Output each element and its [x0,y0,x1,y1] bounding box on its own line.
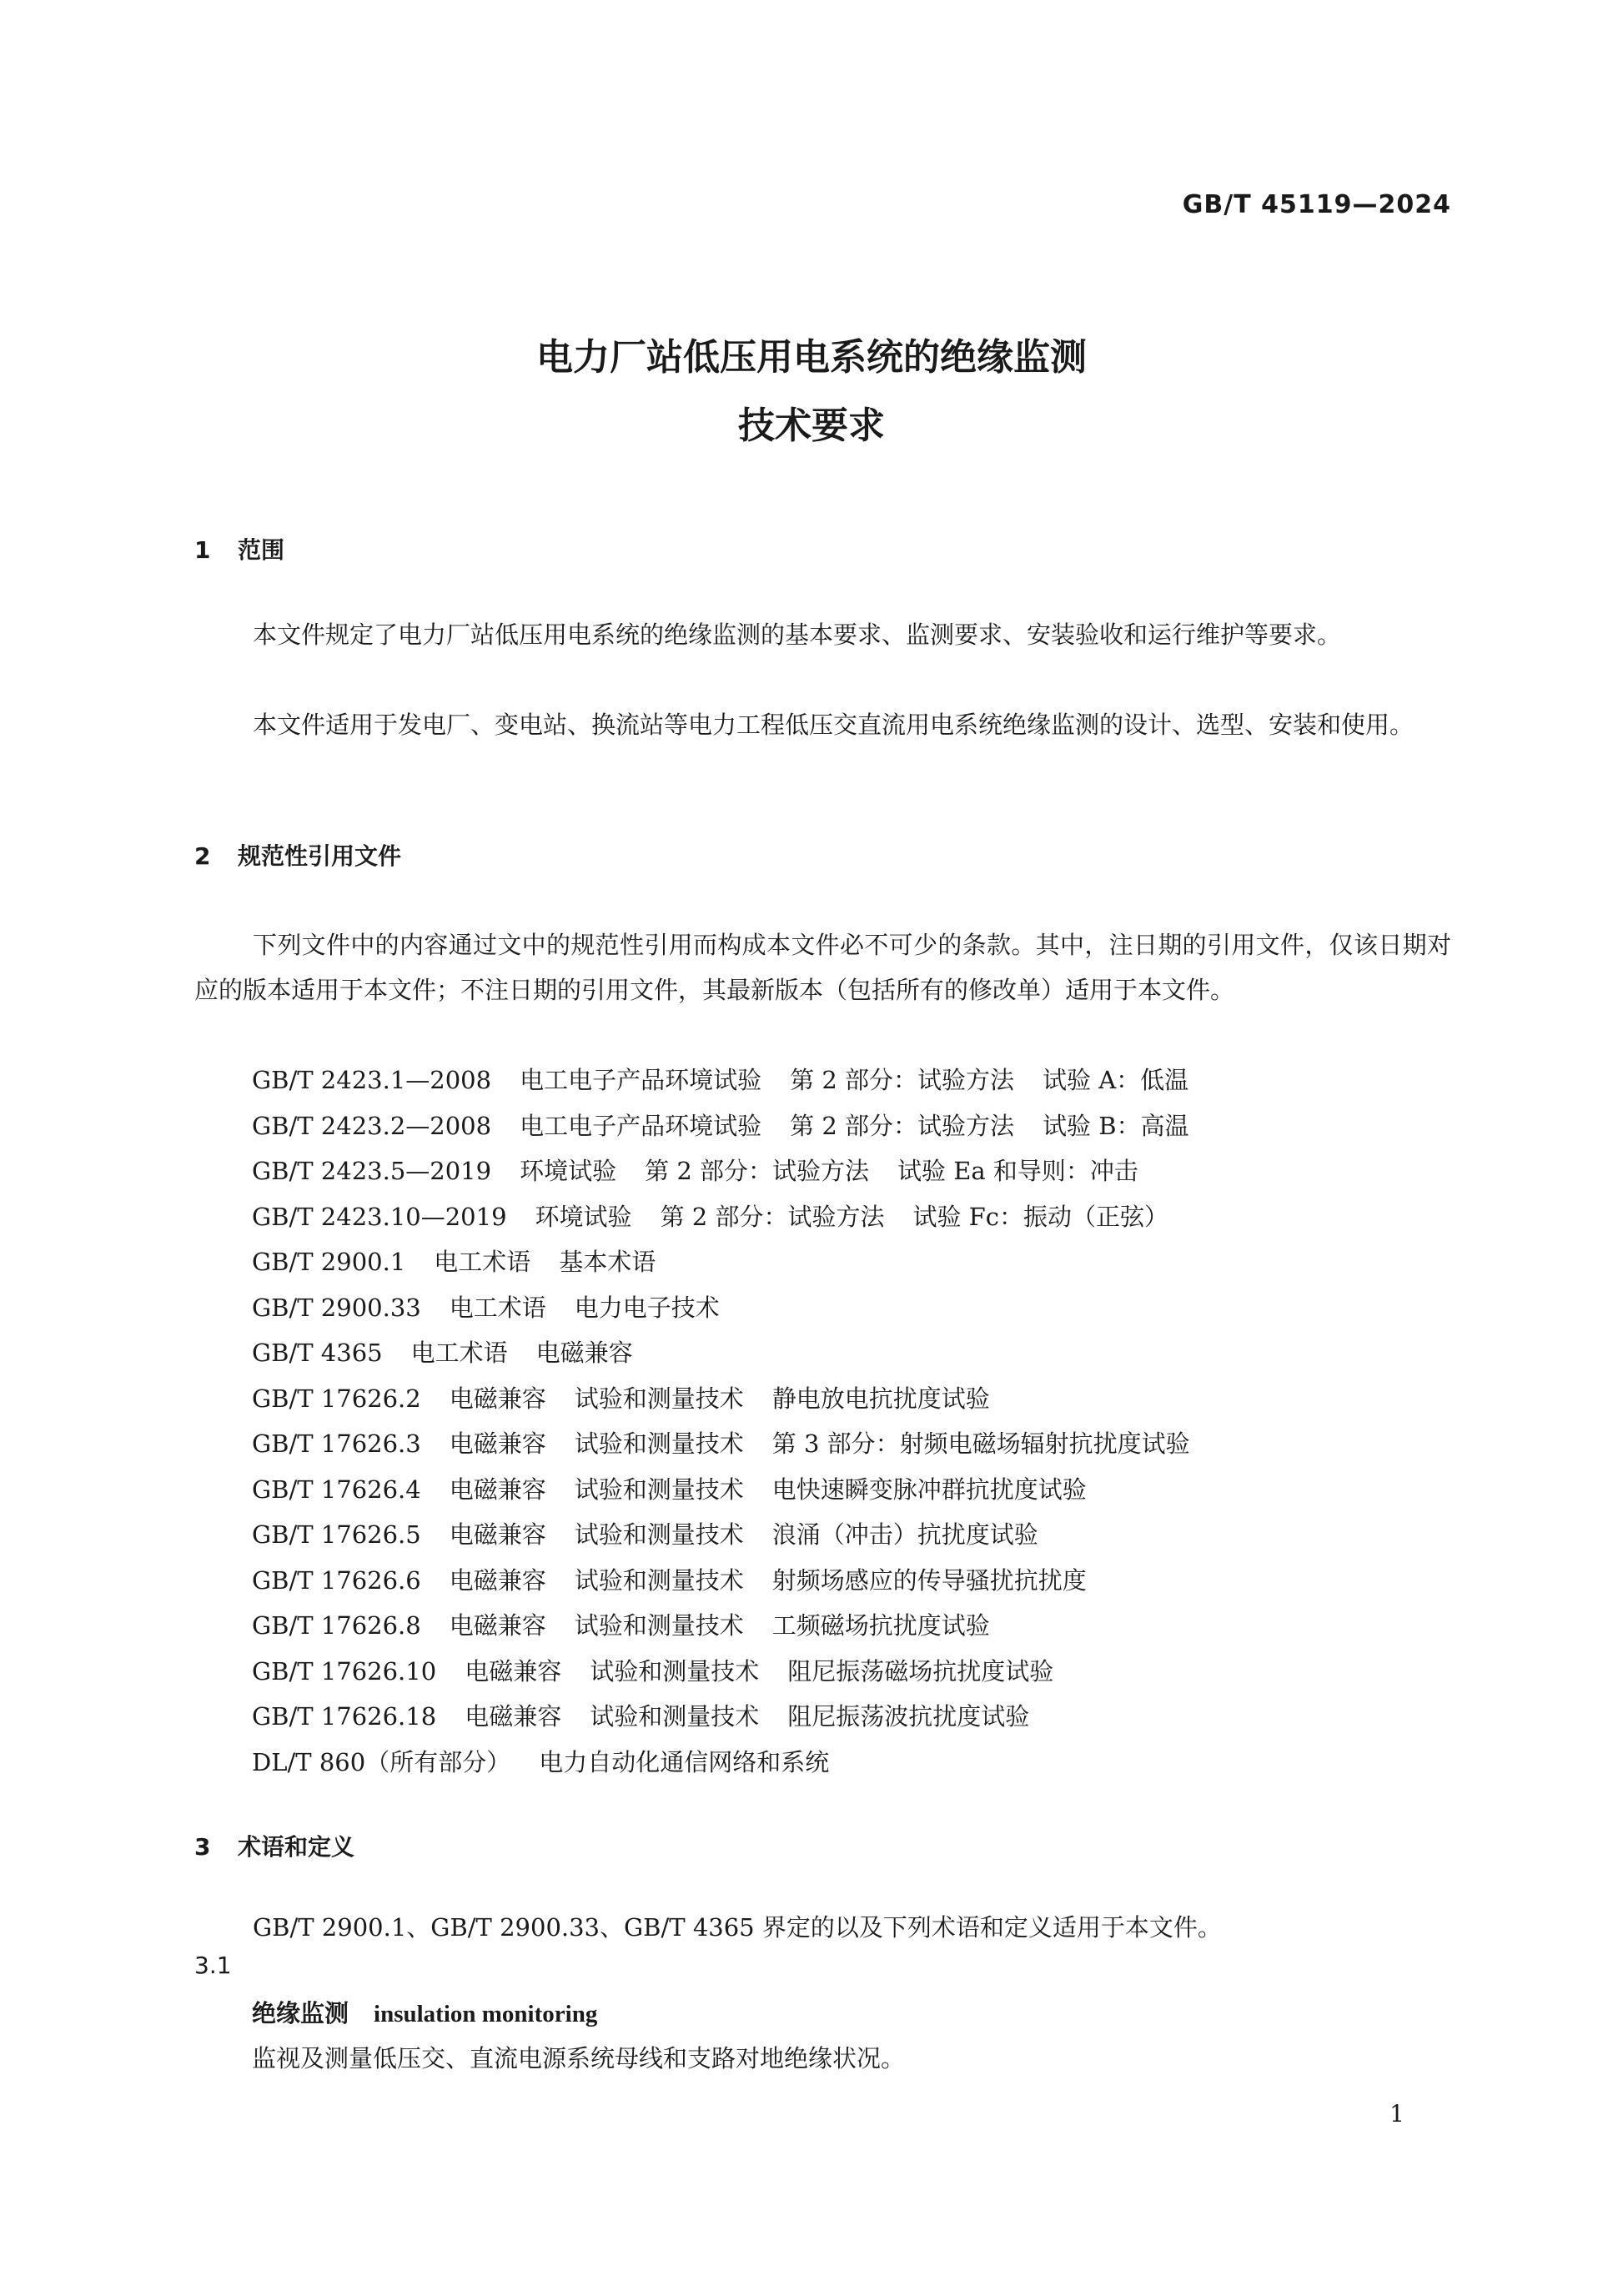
reference-title-part: 试验和测量技术 [574,1429,744,1458]
reference-code: GB/T 4365 [252,1339,383,1367]
scope-paragraph-2: 本文件适用于发电厂、变电站、换流站等电力工程低压交直流用电系统绝缘监测的设计、选型、安装和使用。 [253,711,1414,739]
reference-code: GB/T 2423.5—2019 [252,1157,492,1185]
reference-code: GB/T 2423.10—2019 [252,1202,507,1231]
reference-item [252,1148,1190,1194]
reference-item [252,1285,1190,1331]
section-title: 范围 [238,536,285,564]
term-chinese: 绝缘监测 [252,1999,349,2027]
reference-title-part: 电力自动化通信网络和系统 [539,1747,830,1776]
reference-title-part: 电磁兼容 [535,1339,633,1367]
section-number: 1 [194,536,211,564]
section-number: 3 [194,1833,211,1861]
reference-code: GB/T 17626.3 [252,1429,421,1458]
normative-references-list [252,1058,1190,1785]
reference-title-part: 试验和测量技术 [574,1611,744,1640]
reference-item [252,1058,1190,1103]
reference-title-part: 射频场感应的传导骚扰抗扰度 [771,1565,1087,1595]
reference-code: GB/T 2900.1 [252,1248,406,1276]
reference-title-part: 工频磁场抗扰度试验 [771,1611,990,1640]
term-definition: 监视及测量低压交、直流电源系统母线和支路对地绝缘状况。 [252,2044,906,2072]
reference-title-part: 环境试验 [535,1202,632,1231]
reference-code: GB/T 17626.6 [252,1565,421,1595]
reference-title-part: 基本术语 [559,1248,656,1276]
terms-intro-paragraph: GB/T 2900.1、GB/T 2900.33、GB/T 4365 界定的以及下列术语和定义适用于本文件。 [253,1913,1222,1942]
document-title-line-1: 电力厂站低压用电系统的绝缘监测 [536,336,1087,379]
section-2-heading [194,838,401,872]
reference-title-part: 阻尼振荡磁场抗扰度试验 [787,1656,1054,1686]
reference-title-part: 阻尼振荡波抗扰度试验 [787,1702,1030,1731]
reference-code: DL/T 860（所有部分） [252,1747,511,1776]
reference-title-part: 第 2 部分：试验方法 [790,1111,1014,1140]
reference-title-part: 试验 A：低温 [1043,1066,1189,1094]
reference-code: GB/T 17626.10 [252,1656,437,1686]
reference-item [252,1194,1190,1240]
reference-item [252,1421,1190,1467]
reference-code: GB/T 17626.5 [252,1520,421,1549]
reference-title-part: 电快速瞬变脉冲群抗扰度试验 [771,1475,1087,1504]
reference-title-part: 试验 Fc：振动（正弦） [912,1202,1169,1231]
reference-item [252,1740,1190,1786]
page-number: 1 [1389,2100,1404,2128]
reference-code: GB/T 17626.18 [252,1702,437,1731]
standard-code: GB/T 45119—2024 [1182,190,1451,219]
reference-title-part: 试验 B：高温 [1043,1111,1189,1140]
reference-title-part: 第 2 部分：试验方法 [790,1066,1014,1094]
reference-code: GB/T 2423.2—2008 [252,1111,492,1140]
reference-item [252,1603,1190,1649]
reference-title-part: 电工术语 [410,1339,508,1367]
section-number: 2 [194,842,211,870]
reference-code: GB/T 2900.33 [252,1293,421,1322]
reference-title-part: 电工电子产品环境试验 [520,1111,762,1140]
reference-item [252,1376,1190,1422]
reference-item [252,1330,1190,1376]
section-3-heading [194,1829,354,1862]
document-title-line-2: 技术要求 [738,404,885,447]
reference-title-part: 电磁兼容 [449,1520,546,1549]
reference-title-part: 电磁兼容 [465,1656,562,1686]
term-english: insulation monitoring [374,2001,598,2027]
reference-title-part: 第 3 部分：射频电磁场辐射抗扰度试验 [771,1429,1190,1458]
reference-title-part: 电磁兼容 [449,1429,546,1458]
section-title: 规范性引用文件 [238,842,402,870]
reference-title-part: 试验和测量技术 [574,1475,744,1504]
reference-title-part: 电磁兼容 [449,1611,546,1640]
reference-code: GB/T 2423.1—2008 [252,1066,492,1094]
reference-title-part: 电磁兼容 [449,1384,546,1413]
reference-title-part: 浪涌（冲击）抗扰度试验 [771,1520,1038,1549]
reference-title-part: 试验 Ea 和导则：冲击 [897,1157,1138,1185]
reference-title-part: 第 2 部分：试验方法 [660,1202,885,1231]
references-intro-paragraph: 下列文件中的内容通过文中的规范性引用而构成本文件必不可少的条款。其中，注日期的引用文件，仅该日期对应的版本适用于本文件；不注日期的引用文件，其最新版本（包括所有的修改单）适用于本文件。 [194,931,1451,1004]
reference-code: GB/T 17626.2 [252,1384,421,1413]
reference-item [252,1512,1190,1558]
reference-item [252,1103,1190,1149]
scope-paragraph-1: 本文件规定了电力厂站低压用电系统的绝缘监测的基本要求、监测要求、安装验收和运行维护等要求。 [253,620,1342,649]
reference-title-part: 试验和测量技术 [574,1565,744,1595]
reference-title-part: 电力电子技术 [574,1293,720,1322]
reference-item [252,1239,1190,1285]
reference-title-part: 试验和测量技术 [590,1656,760,1686]
reference-title-part: 电工术语 [449,1293,546,1322]
reference-title-part: 第 2 部分：试验方法 [645,1157,869,1185]
term-entry [252,1995,597,2029]
reference-item [252,1467,1190,1513]
section-1-heading [194,532,284,565]
reference-title-part: 电工术语 [434,1248,531,1276]
section-title: 术语和定义 [238,1833,355,1861]
reference-title-part: 电磁兼容 [449,1475,546,1504]
reference-code: GB/T 17626.4 [252,1475,421,1504]
reference-title-part: 电工电子产品环境试验 [520,1066,762,1094]
reference-title-part: 电磁兼容 [449,1565,546,1595]
reference-title-part: 电磁兼容 [465,1702,562,1731]
reference-title-part: 试验和测量技术 [590,1702,760,1731]
reference-code: GB/T 17626.8 [252,1611,421,1640]
reference-title-part: 试验和测量技术 [574,1384,744,1413]
reference-title-part: 环境试验 [520,1157,617,1185]
reference-item [252,1694,1190,1740]
reference-title-part: 试验和测量技术 [574,1520,744,1549]
reference-title-part: 静电放电抗扰度试验 [771,1384,990,1413]
clause-number: 3.1 [194,1952,232,1979]
reference-item [252,1558,1190,1604]
reference-item [252,1649,1190,1695]
